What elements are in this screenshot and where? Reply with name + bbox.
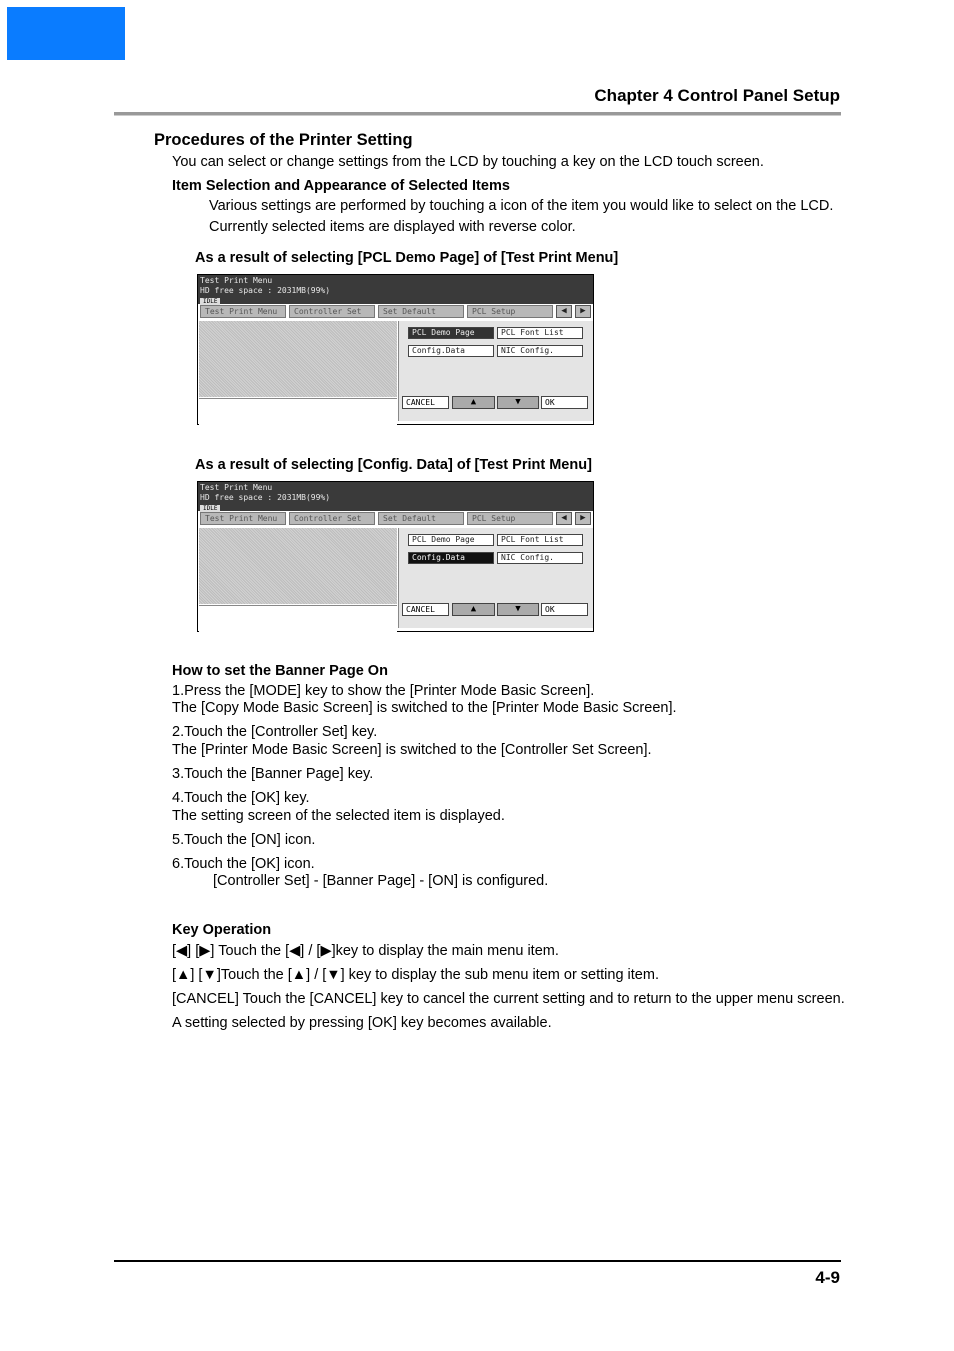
keyop-line-4: A setting selected by pressing [OK] key becomes available. <box>172 1015 552 1031</box>
down-arrow-button[interactable]: ▼ <box>497 396 539 409</box>
section-intro: You can select or change settings from the LCD by touching a key on the LCD touch screen. <box>172 154 764 170</box>
config-data-button[interactable]: Config.Data <box>408 345 494 357</box>
left-arrow-button[interactable]: ◀ <box>556 512 572 525</box>
figure2-caption: As a result of selecting [Config. Data] of [Test Print Menu] <box>195 457 592 473</box>
banner-step-4-note: The setting screen of the selected item is displayed. <box>172 808 505 824</box>
lcd-tab-row <box>199 512 593 526</box>
banner-step-6-note: [Controller Set] - [Banner Page] - [ON] is configured. <box>213 873 549 889</box>
banner-step-4: 4.Touch the [OK] key. <box>172 790 310 806</box>
banner-title: How to set the Banner Page On <box>172 663 388 679</box>
tab-controller-set[interactable]: Controller Set <box>289 305 375 318</box>
lcd-title: Test Print Menu <box>200 483 273 492</box>
left-arrow-button[interactable]: ◀ <box>556 305 572 318</box>
ok-button[interactable]: OK <box>541 396 588 409</box>
banner-step-1-note: The [Copy Mode Basic Screen] is switched to the [Printer Mode Basic Screen]. <box>172 700 677 716</box>
tab-test-print-menu[interactable]: Test Print Menu <box>200 512 286 525</box>
nic-config-button[interactable]: NIC Config. <box>497 345 583 357</box>
lcd-free-space: HD free space : 2031MB(99%) <box>200 493 331 502</box>
lcd-bottom-strip <box>199 605 397 632</box>
lcd-screen-config-data <box>197 481 594 632</box>
right-arrow-button[interactable]: ▶ <box>575 512 591 525</box>
tab-test-print-menu[interactable]: Test Print Menu <box>200 305 286 318</box>
banner-step-3: 3.Touch the [Banner Page] key. <box>172 766 374 782</box>
up-arrow-button[interactable]: ▲ <box>452 603 495 616</box>
lcd-left-panel <box>199 321 397 397</box>
lcd-header <box>198 275 593 304</box>
chapter-tab-marker <box>7 7 125 60</box>
lcd-tab-row <box>199 305 593 319</box>
pcl-demo-page-button[interactable]: PCL Demo Page <box>408 327 494 339</box>
footer-rule <box>114 1260 841 1262</box>
lcd-free-space: HD free space : 2031MB(99%) <box>200 286 331 295</box>
banner-step-1: 1.Press the [MODE] key to show the [Printer Mode Basic Screen]. <box>172 683 595 699</box>
chapter-header: Chapter 4 Control Panel Setup <box>594 86 840 105</box>
banner-step-5: 5.Touch the [ON] icon. <box>172 832 316 848</box>
tab-pcl-setup[interactable]: PCL Setup <box>467 512 553 525</box>
lcd-title: Test Print Menu <box>200 276 273 285</box>
down-arrow-button[interactable]: ▼ <box>497 603 539 616</box>
keyop-line-3: [CANCEL] Touch the [CANCEL] key to cancel the current setting and to return to the upper menu screen. <box>172 991 845 1007</box>
lcd-screen-pcl-demo <box>197 274 594 425</box>
keyop-title: Key Operation <box>172 922 272 938</box>
banner-step-2-note: The [Printer Mode Basic Screen] is switched to the [Controller Set Screen]. <box>172 742 652 758</box>
tab-pcl-setup[interactable]: PCL Setup <box>467 305 553 318</box>
banner-step-6: 6.Touch the [OK] icon. <box>172 856 315 872</box>
ok-button[interactable]: OK <box>541 603 588 616</box>
subsection-title: Item Selection and Appearance of Selected Items <box>172 178 510 194</box>
page-number: 4-9 <box>815 1268 840 1287</box>
config-data-button[interactable]: Config.Data <box>408 552 494 564</box>
subsection-paragraph-2: Currently selected items are displayed with reverse color. <box>209 219 576 235</box>
lcd-left-panel <box>199 528 397 604</box>
cancel-button[interactable]: CANCEL <box>402 603 449 616</box>
pcl-demo-page-button[interactable]: PCL Demo Page <box>408 534 494 546</box>
lcd-header <box>198 482 593 511</box>
header-rule-shadow <box>114 115 841 116</box>
lcd-status-badge: IDLE <box>200 298 220 305</box>
tab-set-default[interactable]: Set Default <box>378 305 464 318</box>
up-arrow-button[interactable]: ▲ <box>452 396 495 409</box>
pcl-font-list-button[interactable]: PCL Font List <box>497 327 583 339</box>
pcl-font-list-button[interactable]: PCL Font List <box>497 534 583 546</box>
subsection-paragraph-1: Various settings are performed by touching a icon of the item you would like to select on the LCD. <box>209 198 834 214</box>
right-arrow-button[interactable]: ▶ <box>575 305 591 318</box>
lcd-status-badge: IDLE <box>200 505 220 512</box>
figure1-caption: As a result of selecting [PCL Demo Page] of [Test Print Menu] <box>195 250 619 266</box>
cancel-button[interactable]: CANCEL <box>402 396 449 409</box>
keyop-line-1: [◀] [▶] Touch the [◀] / [▶]key to display the main menu item. <box>172 943 559 959</box>
tab-controller-set[interactable]: Controller Set <box>289 512 375 525</box>
tab-set-default[interactable]: Set Default <box>378 512 464 525</box>
section-title: Procedures of the Printer Setting <box>154 131 413 149</box>
nic-config-button[interactable]: NIC Config. <box>497 552 583 564</box>
keyop-line-2: [▲] [▼]Touch the [▲] / [▼] key to display the sub menu item or setting item. <box>172 967 659 983</box>
lcd-bottom-strip <box>199 398 397 425</box>
banner-step-2: 2.Touch the [Controller Set] key. <box>172 724 378 740</box>
